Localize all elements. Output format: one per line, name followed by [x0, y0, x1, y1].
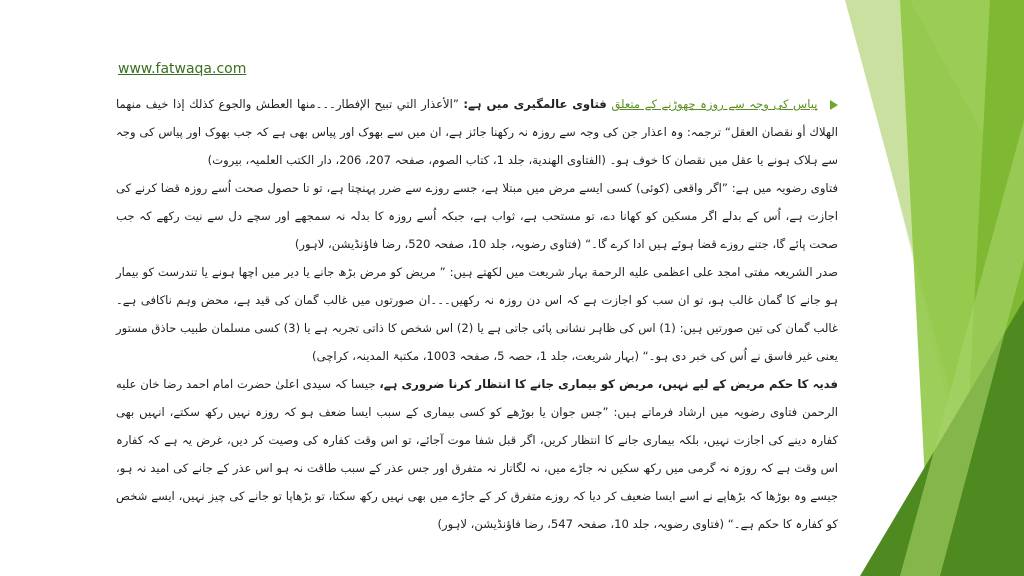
website-link[interactable]: www.fatwaqa.com — [118, 61, 247, 77]
lead-bold: فتاوی عالمگیری میں ہے: — [463, 97, 607, 111]
body-text — [116, 90, 838, 574]
paragraph-2: فتاوی رضویہ میں ہے: ”اگر واقعی (کوئی) کسی ایسے مرض میں مبتلا ہے، جسے روزے سے ضرر پہنچتا ہے، تو تا حصول صحت اُسے روزہ قضا کرنے کی اجازت ہے، اُس کے بدلے اگر مسکین کو کھانا دے، تو مستحب ہے، ثواب ہے، جبکہ اُسے روزہ کا بدلہ نہ سمجھے اور سچے دل سے نیت رکھے کہ جب صحت پائے گا، جتنے روزے قضا ہوئے ہیں ادا کرے گا۔“ (فتاوی رضویہ، جلد 10، صفحہ 520، رضا فاؤنڈیشن، لاہور) — [116, 181, 838, 251]
lead-link: پیاس کی وجہ سے روزہ چھوڑنے کے متعلق — [611, 97, 818, 111]
paragraph-text: جیسا کہ سیدی اعلیٰ حضرت امام احمد رضا خان علیه الرحمن فتاوی رضویہ میں ارشاد فرماتے ہیں: ”جس جوان یا بوڑھے کو کسی بیماری کے سبب ایسا ضعف ہو کہ روزہ نہیں رکھ سکتے، انہیں بھی کفارہ دینے کی اجازت نہیں، بلکہ بیماری جانے کا انتظار کریں، اگر قبل شفا موت آجائے، تو اس وقت کفارہ کی وصیت کر دیں، غرض یہ ہے کہ کفارہ اس وقت ہے کہ روزہ نہ گرمی میں رکھ سکیں نہ جاڑے میں، نہ لگاتار نہ متفرق اور جس عذر کے سبب طاقت نہ ہو اس عذر کے جانے کی امید نہ ہو، جیسے وہ بوڑھا کہ بڑھاپے نے اسے ایسا ضعیف کر دیا کہ روزے متفرق کر کے جاڑے میں بھی نہیں رکھ سکتا، تو بڑھاپا تو جانے کی چیز نہیں، ایسے شخص کو کفارہ کا حکم ہے۔“ (فتاوی رضویہ، جلد 10، صفحہ 547، رضا فاؤنڈیشن، لاہور) — [116, 377, 838, 531]
paragraph-1 — [116, 90, 838, 174]
paragraph-3: صدر الشریعہ مفتی امجد علی اعظمی علیه الرحمة بہار شریعت میں لکھتے ہیں: ” مریض کو مرض بڑھ جانے یا دیر میں اچھا ہونے یا تندرست کو بیمار ہو جانے کا گمان غالب ہو، تو ان سب کو اجازت ہے کہ اس دن روزہ نہ رکھیں۔۔۔ان صورتوں میں غالب گمان کی قید ہے، محض وہم ناکافی ہے۔ غالب گمان کی تین صورتیں ہیں: (1) اس کی ظاہر نشانی پائی جاتی ہے یا (2) اس شخص کا ذاتی تجربہ ہے یا (3) کسی مسلمان طبیب حاذق مستور یعنی غیر فاسق نے اُس کی خبر دی ہو۔“ (بہار شریعت، جلد 1، حصہ 5، صفحہ 1003، مکتبۃ المدینہ، کراچی) — [116, 265, 838, 363]
paragraph-text: ”الأعذار التي تبيح الإفطار۔۔۔منها العطش والجوع كذلك إذا خيف منهما الهلاك أو نقصان العقل“ ترجمہ: وہ اعذار جن کی وجہ سے روزہ نہ رکھنا جائز ہے، ان میں سے بھوک اور پیاس بھی ہے کہ جب بھوک اور پیاس کی وجہ سے ہلاک ہونے یا عقل میں نقصان کا خوف ہو۔ (الفتاوی الهندية، جلد 1، کتاب الصوم، صفحہ 207، 206، دار الکتب العلمیہ، بیروت) — [116, 97, 838, 167]
paragraph-4 — [116, 370, 838, 538]
bullet-arrow-icon — [830, 100, 838, 110]
lead-bold: فدیہ کا حکم مریض کے لیے نہیں، مریض کو بیماری جانے کا انتظار کرنا ضروری ہے، — [379, 377, 839, 391]
